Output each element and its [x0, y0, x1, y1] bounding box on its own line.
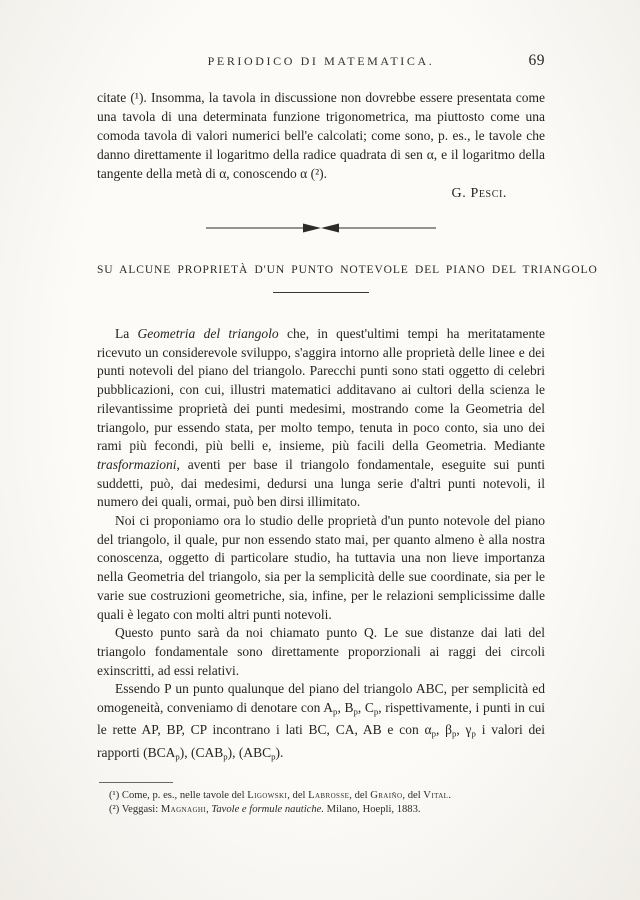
text-segment: p	[353, 706, 358, 717]
text-segment: Tavole e formule nautiche.	[211, 803, 325, 815]
text-segment: p	[271, 751, 276, 762]
text-segment: , B	[337, 700, 354, 716]
text-segment: Noi ci proponiamo ora lo studio delle proprietà d'un punto notevole del piano del triangolo, il quale, pur non essendo stato mai, per quanto almeno è alla nostra conoscenza, oggetto di particolare studio, ha tuttavia una non lieve importanza nella Geometria del triangolo, sia per la semplicità delle sue coordinate, sia per le varie sue costruzioni geometriche, sia, infine, per le relazioni semplicissime dalle quali è legato con molti altri punti notevoli.	[97, 513, 545, 622]
paragraph	[97, 624, 545, 680]
text-segment: , β	[435, 722, 452, 738]
text-segment: (²) Veggasi:	[109, 803, 161, 815]
text-segment: ).	[275, 744, 284, 760]
paragraph	[97, 512, 545, 624]
text-segment: La	[115, 326, 138, 341]
footnote	[97, 803, 545, 817]
text-segment: p	[223, 751, 228, 762]
text-segment: , aventi per base il triangolo fondamentale, eseguite sui punti suddetti, può, dai medesimi, dedursi una lunga serie d'altri punti notevoli, il numero dei quali, ormai, può ben dirsi illimitato.	[97, 456, 545, 510]
title-rule	[273, 292, 369, 293]
text-segment: , γ	[456, 722, 472, 738]
text-segment: p	[333, 706, 338, 717]
text-segment: , rispettivamente, i punti in cui le rette AP, BP, CP incontrano i lati BC, CA, AB e con α	[97, 700, 545, 738]
footnote-rule	[99, 782, 173, 783]
divider-ornament-icon	[206, 222, 436, 234]
first-article-paragraph	[97, 88, 545, 183]
text-segment: p	[373, 706, 379, 717]
article-body	[97, 325, 545, 766]
footnote	[97, 789, 545, 803]
footnotes-list	[97, 789, 545, 817]
text-segment: Graiño	[370, 790, 403, 802]
page-number: 69	[528, 52, 545, 69]
author-signature: G. Pesci.	[451, 186, 507, 201]
section-divider	[97, 222, 545, 234]
text-segment: Milano, Hoepli, 1883.	[324, 803, 421, 815]
footnotes	[97, 782, 545, 817]
text-segment: , del	[402, 790, 424, 802]
paragraph	[97, 325, 545, 512]
text-segment: p	[471, 729, 476, 740]
page-header	[97, 54, 545, 74]
article-title: SU ALCUNE PROPRIETÀ D'UN PUNTO NOTEVOLE DEL PIANO DEL TRIANGOLO	[97, 264, 598, 276]
text-segment: (¹) Come, p. es., nelle tavole del	[109, 790, 248, 802]
journal-title: PERIODICO DI MATEMATICA.	[207, 54, 435, 68]
text-segment: Geometria del triangolo	[137, 326, 279, 341]
text-segment: ), (CAB	[179, 744, 224, 760]
text-segment: Essendo P un punto qualunque del piano del triangolo ABC, per semplicità ed omogeneità, conveniamo di denotare con A	[97, 681, 545, 716]
text-segment: trasformazioni	[97, 456, 177, 472]
text-segment: , del	[349, 790, 371, 802]
text-segment: , C	[357, 700, 374, 716]
text-segment: Labrosse	[308, 790, 350, 802]
first-article-end	[97, 88, 545, 202]
text-segment: che, in quest'ultimi tempi ha meritatamente ricevuto un considerevole sviluppo, s'aggira intorno alle proprietà delle linee e dei punti notevoli del piano del triangolo. Parecchi punti sono stati oggetto di celebri pubblicazioni, con cui, illustri matematici additavano ai cultori della scienza le rilevantissime proprietà dei punti medesimi, mostrando come la Geometria del triangolo, pur essendo stata, per molto tempo, tenuta in poco conto, sia uno dei rami più fecondi, più belli e, insieme, più facili della Geometria. Mediante	[97, 326, 545, 454]
text-segment: citate (¹). Insomma, la tavola in discussione non dovrebbe essere presentata come una tavola di una determinata funzione trigonometrica, ma piuttosto come una comoda tavola di valori numerici bell'e calcolati; come sono, p. es., le tavole che danno direttamente il logaritmo della radice quadrata di sen α, e il logaritmo della tangente della metà di α, conoscendo α (²).	[97, 90, 545, 181]
text-segment: Ligowski	[247, 790, 288, 802]
text-segment: Magnaghi	[160, 803, 207, 815]
text-segment: p	[431, 729, 436, 740]
text-segment: Questo punto sarà da noi chiamato punto Q. Le sue distanze dai lati del triangolo fondamentale sono direttamente proporzionali ai raggi dei circoli exinscritti, ad essi relativi.	[97, 625, 545, 678]
text-segment: ), (ABC	[227, 744, 272, 760]
text-segment: Vital	[423, 790, 449, 802]
text-segment: p	[175, 751, 180, 762]
text-segment: .	[448, 790, 451, 802]
text-segment: p	[451, 729, 457, 740]
text-segment: , del	[287, 790, 309, 802]
paragraph	[97, 680, 545, 766]
text-segment: i valori dei rapporti (BCA	[97, 722, 546, 760]
text-segment: ,	[206, 803, 212, 815]
